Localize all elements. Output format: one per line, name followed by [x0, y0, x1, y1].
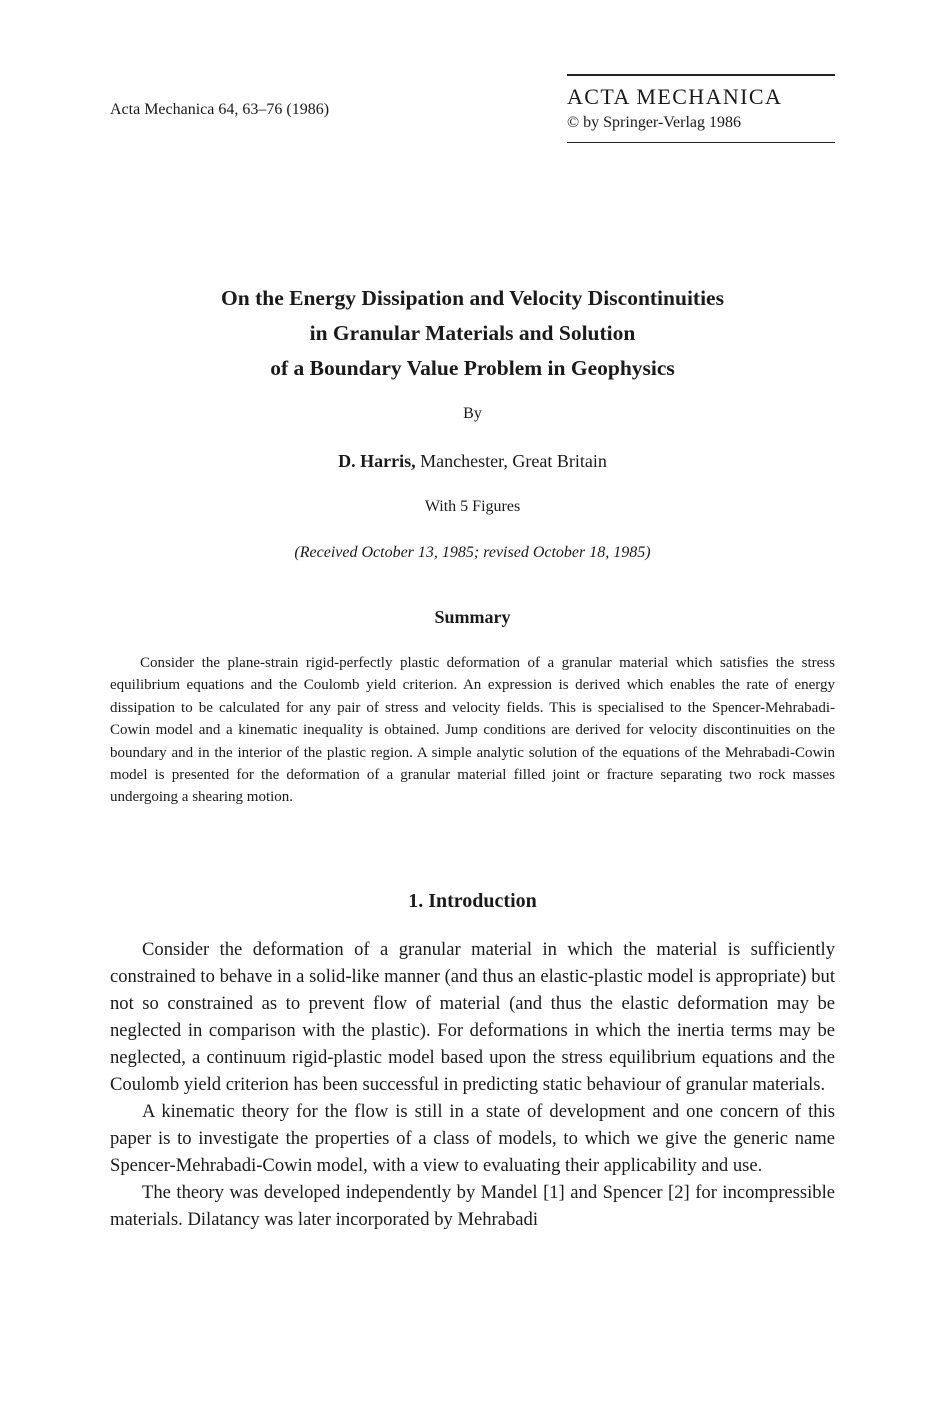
author-affiliation: Manchester, Great Britain [415, 451, 607, 471]
journal-masthead [567, 74, 835, 143]
introduction-body [110, 936, 835, 1233]
paper-title [110, 281, 835, 386]
copyright-notice: © by Springer-Verlag 1986 [567, 113, 742, 131]
author-name: D. Harris, [338, 451, 416, 471]
section-heading-introduction: 1. Introduction [408, 890, 537, 912]
intro-paragraph-3: The theory was developed independently by Mandel [1] and Spencer [2] for incompressible materials. Dilatancy was later incorporated by Mehrabadi [110, 1182, 835, 1230]
masthead-bottom-rule [567, 142, 835, 144]
title-line-2: in Granular Materials and Solution [309, 321, 636, 345]
summary-text: Consider the plane-strain rigid-perfectly plastic deformation of a granular material which satisfies the stress equilibrium equations and the Coulomb yield criterion. An expression is derived which enables the rate of energy dissipation to be calculated for any pair of stress and velocity fields. This is specialised to the Spencer-Mehrabadi-Cowin model and a kinematic inequality is obtained. Jump conditions are derived for velocity discontinuities on the boundary and in the interior of the plastic region. A simple analytic solution of the equations of the Mehrabadi-Cowin model is presented for the deformation of a granular material filled joint or fracture separating two rock masses undergoing a shearing motion. [110, 655, 835, 806]
received-dates: (Received October 13, 1985; revised October 18, 1985) [294, 544, 651, 561]
by-line: By [463, 405, 482, 422]
author-line [110, 451, 835, 472]
title-line-3: of a Boundary Value Problem in Geophysics [270, 356, 675, 380]
journal-name: ACTA MECHANICA [567, 83, 783, 109]
journal-citation: Acta Mechanica 64, 63–76 (1986) [110, 101, 330, 118]
figures-note: With 5 Figures [424, 498, 521, 515]
summary-paragraph [110, 652, 835, 809]
summary-heading: Summary [434, 607, 511, 627]
intro-paragraph-1: Consider the deformation of a granular material in which the material is sufficiently constrained to behave in a solid-like manner (and thus an elastic-plastic model is appropriate) but not so constrained as to prevent flow of material (and thus the elastic deformation may be neglected in comparison with the plastic). For deformations in which the inertia terms may be neglected, a continuum rigid-plastic model based upon the stress equilibrium equations and the Coulomb yield criterion has been successful in predicting static behaviour of granular materials. [110, 939, 835, 1095]
masthead-top-rule [567, 74, 835, 76]
title-line-1: On the Energy Dissipation and Velocity Discontinuities [221, 286, 724, 310]
intro-paragraph-2: A kinematic theory for the flow is still in a state of development and one concern of this paper is to investigate the properties of a class of models, to which we give the generic name Spencer-Mehrabadi-Cowin model, with a view to evaluating their applicability and use. [110, 1101, 835, 1176]
